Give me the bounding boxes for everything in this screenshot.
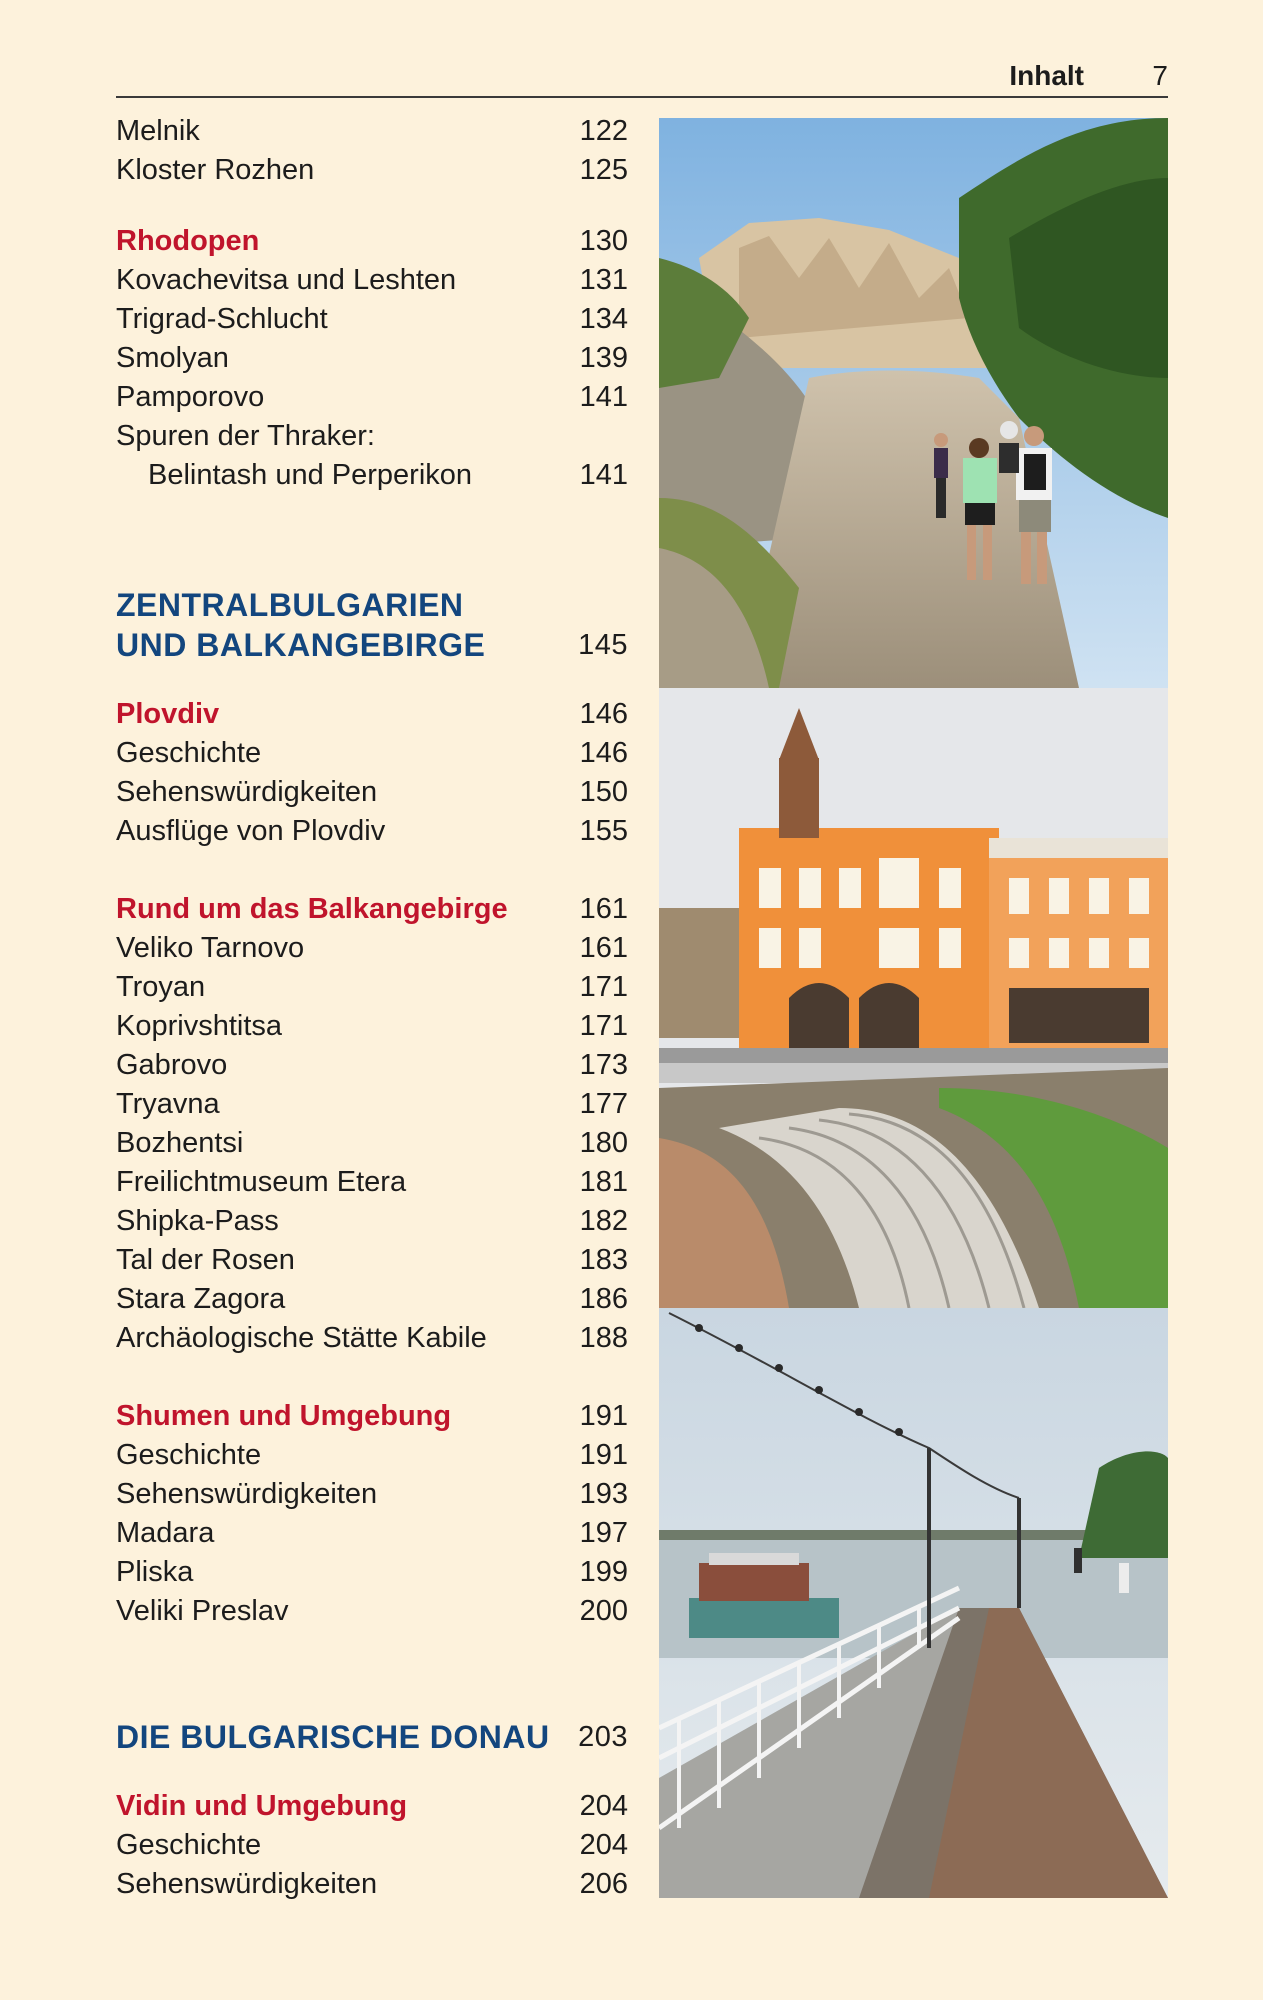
toc-entry-page: 146 [579,737,628,769]
toc-entry-label: Archäologische Stätte Kabile [116,1322,487,1354]
toc-entry-label: Kovachevitsa und Leshten [116,264,457,296]
toc-entry[interactable] [116,734,628,773]
table-of-contents [116,112,628,1904]
toc-entry[interactable] [116,1007,628,1046]
toc-entry-page: 204 [579,1790,628,1822]
toc-entry[interactable] [116,1202,628,1241]
toc-entry[interactable] [116,1826,628,1865]
toc-entry[interactable] [116,151,628,190]
toc-entry[interactable] [116,456,628,495]
danube-promenade-photo [659,1308,1168,1898]
toc-heading-label: Vidin und Umgebung [116,1790,408,1822]
toc-entry-label: Geschichte [116,1829,262,1861]
toc-entry-page: 161 [579,893,628,925]
toc-entry-page: 139 [579,342,628,374]
toc-entry-page: 122 [579,115,628,147]
chapter-title-line1: ZENTRALBULGARIEN [116,587,464,623]
toc-entry[interactable] [116,1865,628,1904]
toc-entry-label: Pliska [116,1556,194,1588]
toc-entry-label: Sehenswürdigkeiten [116,776,378,808]
toc-entry-page: 206 [579,1868,628,1900]
toc-entry[interactable] [116,261,628,300]
toc-entry-page: 186 [579,1283,628,1315]
toc-entry[interactable] [116,1553,628,1592]
toc-section-heading[interactable] [116,222,628,261]
toc-entry[interactable] [116,1046,628,1085]
toc-entry-page: 177 [579,1088,628,1120]
toc-entry[interactable] [116,1436,628,1475]
toc-entry[interactable] [116,1241,628,1280]
toc-entry[interactable] [116,1592,628,1631]
toc-entry-label: Bozhentsi [116,1127,244,1159]
toc-entry-page: 171 [579,1010,628,1042]
toc-entry-page: 180 [579,1127,628,1159]
chapter-title-line2: UND BALKANGEBIRGE [116,627,486,663]
toc-entry-page: 199 [579,1556,628,1588]
toc-entry-page: 146 [579,698,628,730]
toc-entry[interactable] [116,1475,628,1514]
toc-entry-label: Geschichte [116,737,262,769]
toc-entry-page: 130 [579,225,628,257]
toc-entry[interactable] [116,339,628,378]
toc-heading-label: Rund um das Balkangebirge [116,893,508,925]
toc-entry[interactable] [116,1319,628,1358]
toc-entry-page: 193 [579,1478,628,1510]
photo-column [659,118,1168,1898]
toc-entry-label: Madara [116,1517,215,1549]
page-header [116,52,1168,98]
toc-entry-page: 150 [579,776,628,808]
toc-entry-page: 125 [579,154,628,186]
toc-entry-label: Shipka-Pass [116,1205,279,1237]
chapter-title: DIE BULGARISCHE DONAU [116,1719,550,1755]
toc-entry[interactable] [116,929,628,968]
chapter-page: 203 [578,1721,628,1753]
section-title: Inhalt [1009,60,1084,91]
toc-entry-label: Sehenswürdigkeiten [116,1868,378,1900]
toc-entry-label: Veliki Preslav [116,1595,289,1627]
toc-entry-label: Veliko Tarnovo [116,932,305,964]
toc-entry-page: 197 [579,1517,628,1549]
page-number: 7 [1152,60,1168,91]
toc-section-heading[interactable] [116,1787,628,1826]
toc-entry-page: 161 [579,932,628,964]
toc-entry-page: 191 [579,1400,628,1432]
toc-entry-label: Tal der Rosen [116,1244,295,1276]
toc-entry-label: Pamporovo [116,381,265,413]
toc-entry-page: 134 [579,303,628,335]
toc-entry[interactable] [116,1163,628,1202]
toc-entry-page: 131 [579,264,628,296]
toc-entry-page: 171 [579,971,628,1003]
chapter-page: 145 [578,629,628,661]
toc-heading-label: Plovdiv [116,698,220,730]
toc-entry-page: 155 [579,815,628,847]
toc-entry-label: Freilichtmuseum Etera [116,1166,407,1198]
toc-section-heading[interactable] [116,1397,628,1436]
toc-entry-label: Tryavna [116,1088,220,1120]
toc-entry-label: Spuren der Thraker: [116,420,375,452]
toc-entry[interactable] [116,1280,628,1319]
toc-entry[interactable] [116,112,628,151]
toc-entry-label: Belintash und Perperikon [148,459,473,491]
toc-heading-label: Shumen und Umgebung [116,1400,452,1432]
toc-entry-label: Smolyan [116,342,229,374]
toc-entry-label: Kloster Rozhen [116,154,315,186]
toc-entry-label: Melnik [116,115,200,147]
toc-entry-label: Troyan [116,971,206,1003]
toc-entry-label: Koprivshtitsa [116,1010,283,1042]
hiking-trail-photo [659,118,1168,688]
toc-entry-page: 200 [579,1595,628,1627]
toc-section-heading[interactable] [116,695,628,734]
toc-entry-page: 141 [579,459,628,491]
toc-entry[interactable] [116,773,628,812]
toc-entry-page: 173 [579,1049,628,1081]
toc-entry[interactable] [116,812,628,851]
toc-entry-label: Trigrad-Schlucht [116,303,328,335]
toc-entry-page: 181 [579,1166,628,1198]
toc-entry-label: Ausflüge von Plovdiv [116,815,386,847]
toc-entry[interactable] [116,378,628,417]
toc-chapter-heading[interactable] [116,585,628,665]
toc-entry-label: Gabrovo [116,1049,228,1081]
plovdiv-stadium-photo [659,688,1168,1308]
toc-chapter-heading[interactable] [116,1717,628,1757]
toc-entry-page: 182 [579,1205,628,1237]
toc-entry[interactable] [116,300,628,339]
toc-heading-label: Rhodopen [116,225,260,257]
toc-entry[interactable] [116,1124,628,1163]
toc-entry-page: 183 [579,1244,628,1276]
toc-entry[interactable] [116,417,628,456]
toc-entry-label: Sehenswürdigkeiten [116,1478,378,1510]
toc-entry-page: 204 [579,1829,628,1861]
toc-entry-label: Geschichte [116,1439,262,1471]
toc-entry-page: 191 [579,1439,628,1471]
toc-entry-label: Stara Zagora [116,1283,286,1315]
toc-entry-page: 188 [579,1322,628,1354]
toc-section-heading[interactable] [116,890,628,929]
toc-entry[interactable] [116,1514,628,1553]
toc-entry[interactable] [116,1085,628,1124]
toc-entry-page: 141 [579,381,628,413]
toc-entry[interactable] [116,968,628,1007]
